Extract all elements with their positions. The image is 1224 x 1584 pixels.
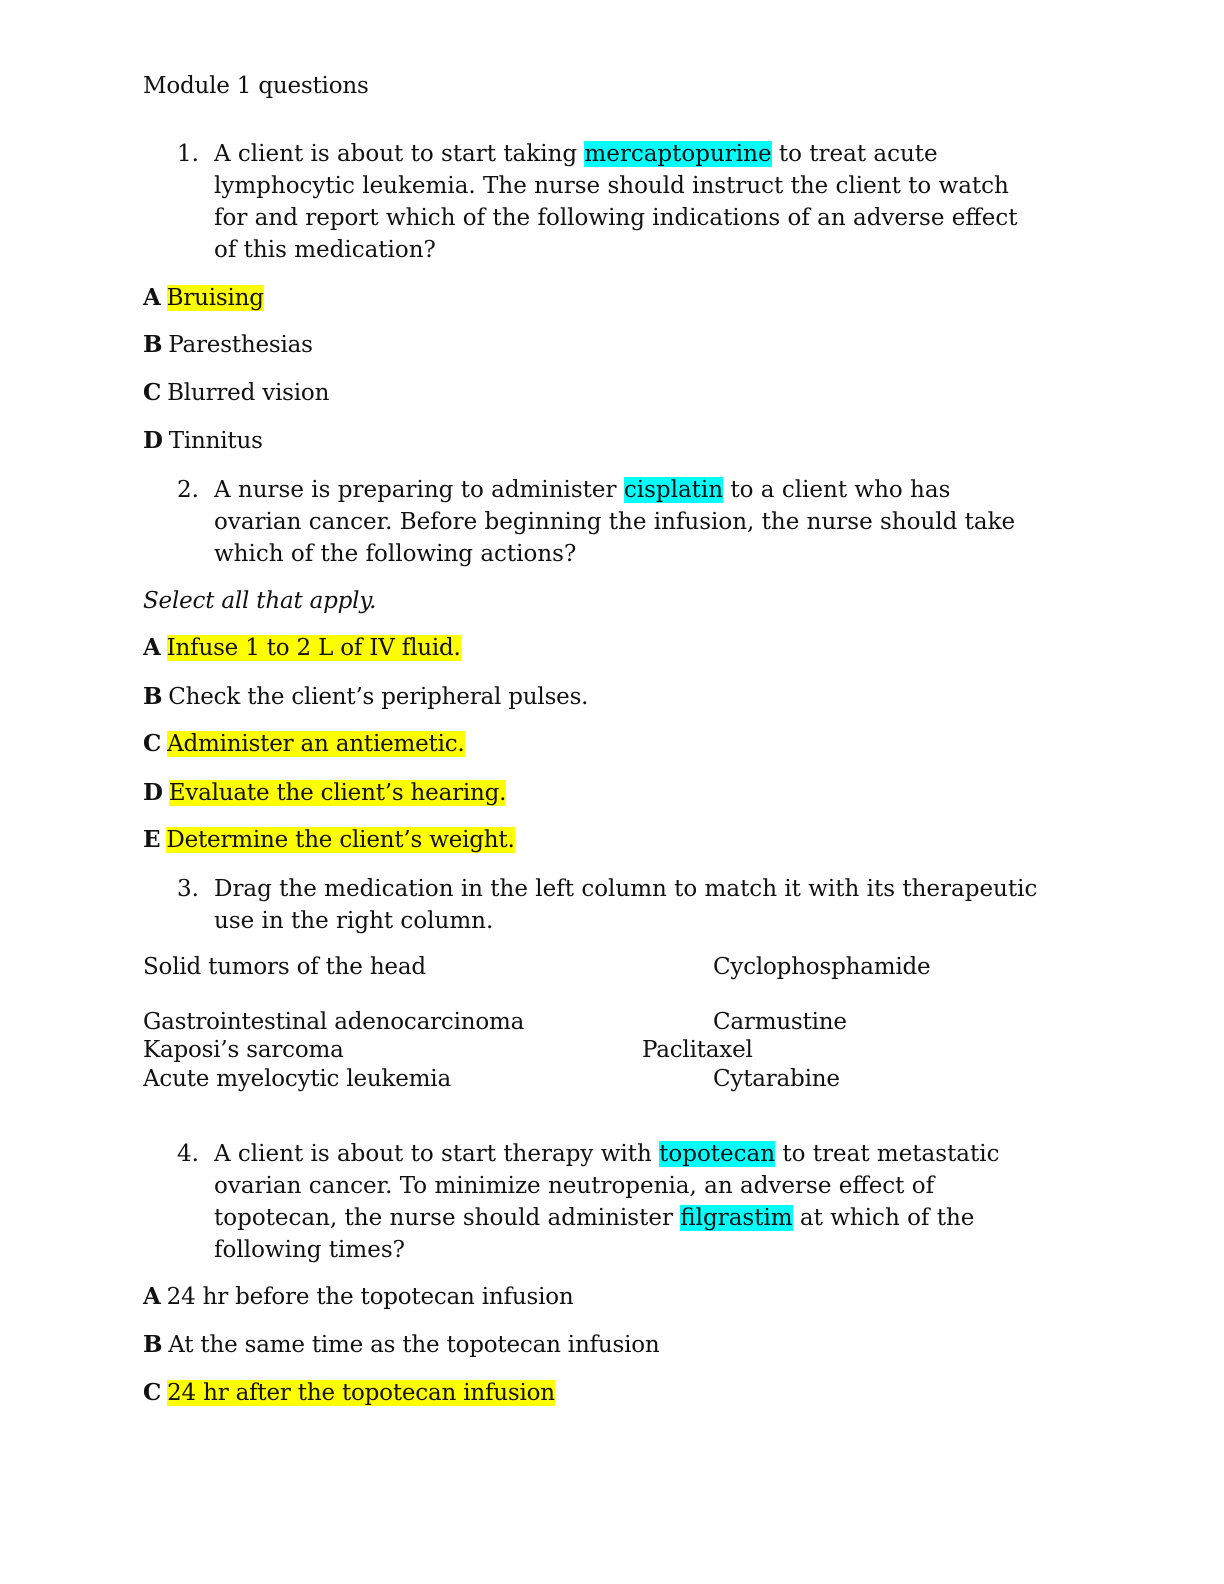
question-1-option-b: B Paresthesias xyxy=(143,331,313,358)
match-left-item[interactable]: Gastrointestinal adenocarcinoma xyxy=(143,1009,525,1035)
page-title: Module 1 questions xyxy=(143,73,369,99)
match-left-item[interactable]: Solid tumors of the head xyxy=(143,954,426,980)
question-1-line: lymphocytic leukemia. The nurse should instruct the client to watch xyxy=(214,173,1009,199)
answer-highlight: Infuse 1 to 2 L of IV fluid. xyxy=(166,635,461,661)
question-4-text xyxy=(214,1138,1074,1266)
question-4-line: A client is about to start therapy with topotecan to treat metastatic xyxy=(214,1141,1000,1167)
question-2-instruction: Select all that apply. xyxy=(143,588,377,614)
question-4-line: following times? xyxy=(214,1237,405,1263)
question-2-line: A nurse is preparing to administer cisplatin to a client who has xyxy=(214,477,951,503)
match-right-item[interactable]: Paclitaxel xyxy=(642,1037,753,1063)
question-1-number: 1. xyxy=(177,141,199,167)
question-2-option-a: A Infuse 1 to 2 L of IV fluid. xyxy=(143,634,461,661)
match-left-item[interactable]: Kaposi’s sarcoma xyxy=(143,1037,344,1063)
drug-highlight: mercaptopurine xyxy=(584,141,772,167)
question-1-line: A client is about to start taking mercaptopurine to treat acute xyxy=(214,141,938,167)
question-2-option-e: E Determine the client’s weight. xyxy=(143,826,515,853)
question-2-line: ovarian cancer. Before beginning the infusion, the nurse should take xyxy=(214,509,1016,535)
answer-highlight: 24 hr after the topotecan infusion xyxy=(167,1380,555,1406)
question-1-option-c: C Blurred vision xyxy=(143,379,330,406)
question-2-text xyxy=(214,474,1074,570)
question-4-line: ovarian cancer. To minimize neutropenia, an adverse effect of xyxy=(214,1173,935,1199)
question-3-line: use in the right column. xyxy=(214,908,494,934)
question-1-option-d: D Tinnitus xyxy=(143,427,263,454)
question-4-option-c: C 24 hr after the topotecan infusion xyxy=(143,1379,555,1406)
answer-highlight: Administer an antiemetic. xyxy=(167,731,465,757)
question-2-line: which of the following actions? xyxy=(214,541,577,567)
match-right-item[interactable]: Carmustine xyxy=(713,1009,847,1035)
question-2-option-b: B Check the client’s peripheral pulses. xyxy=(143,683,589,710)
question-1-option-a: A Bruising xyxy=(143,284,264,311)
question-1-line: for and report which of the following indications of an adverse effect xyxy=(214,205,1018,231)
question-3-line: Drag the medication in the left column to match it with its therapeutic xyxy=(214,876,1038,902)
match-right-item[interactable]: Cyclophosphamide xyxy=(713,954,931,980)
question-3-text xyxy=(214,873,1074,937)
drug-highlight: filgrastim xyxy=(680,1205,793,1231)
question-2-option-d: D Evaluate the client’s hearing. xyxy=(143,779,507,806)
question-4-option-a: A 24 hr before the topotecan infusion xyxy=(143,1283,574,1310)
drug-highlight: topotecan xyxy=(659,1141,776,1167)
answer-highlight: Evaluate the client’s hearing. xyxy=(168,780,507,806)
answer-highlight: Bruising xyxy=(166,285,264,311)
answer-highlight: Determine the client’s weight. xyxy=(166,827,515,853)
question-2-number: 2. xyxy=(177,477,199,503)
question-4-number: 4. xyxy=(177,1141,199,1167)
drug-highlight: cisplatin xyxy=(623,477,724,503)
match-left-item[interactable]: Acute myelocytic leukemia xyxy=(143,1066,451,1092)
question-1-text xyxy=(214,138,1074,266)
question-4-option-b: B At the same time as the topotecan infusion xyxy=(143,1331,660,1358)
match-right-item[interactable]: Cytarabine xyxy=(713,1066,840,1092)
question-4-line: topotecan, the nurse should administer filgrastim at which of the xyxy=(214,1205,975,1231)
question-2-option-c: C Administer an antiemetic. xyxy=(143,730,465,757)
question-1-line: of this medication? xyxy=(214,237,436,263)
question-3-number: 3. xyxy=(177,876,199,902)
